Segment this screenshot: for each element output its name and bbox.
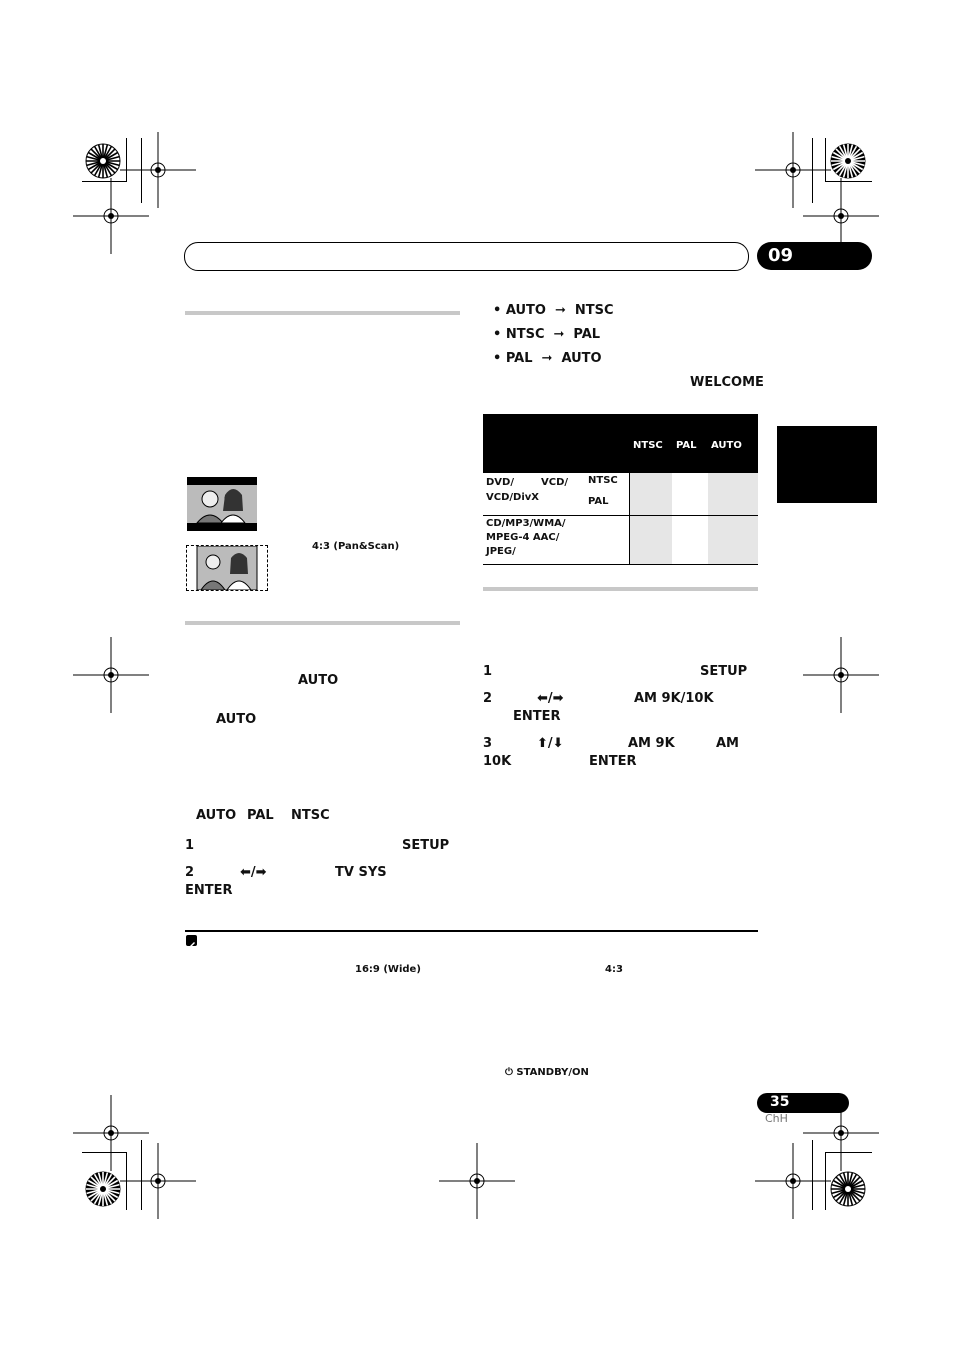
option-ntsc: NTSC <box>291 808 330 823</box>
language-code: ChH <box>765 1112 788 1125</box>
crop-line <box>825 1152 872 1153</box>
tv-sys-item: TV SYS <box>335 865 387 880</box>
table-row: CD/MP3/WMA/ MPEG-4 AAC/ JPEG/ <box>483 516 758 565</box>
registration-mark-icon <box>71 1093 151 1173</box>
color-target-icon <box>828 1169 868 1209</box>
crop-line <box>141 138 142 203</box>
pan-scan-illustration <box>186 545 268 591</box>
am-9k-option: AM 9K <box>628 736 675 751</box>
auto-label: AUTO <box>216 712 257 727</box>
col-pal: PAL <box>676 440 697 451</box>
note-icon <box>186 935 197 946</box>
step-number: 1 <box>185 838 195 853</box>
crop-line <box>126 1152 127 1210</box>
option-auto: AUTO <box>196 808 237 823</box>
pan-scan-caption: 4:3 (Pan&Scan) <box>312 541 400 552</box>
setup-key: SETUP <box>402 838 450 853</box>
section-rule <box>185 621 460 625</box>
output-table <box>483 414 758 565</box>
page-number: 35 <box>770 1094 790 1110</box>
enter-key: ENTER <box>589 754 637 769</box>
step-number: 2 <box>185 865 195 880</box>
registration-mark-icon <box>71 176 151 256</box>
bullet-dot: • <box>493 303 506 318</box>
crop-line <box>126 138 127 182</box>
registration-mark-icon <box>801 635 881 715</box>
welcome-label: WELCOME <box>690 375 764 390</box>
col-auto: AUTO <box>711 440 742 451</box>
10k-option: 10K <box>483 754 512 769</box>
step-number: 2 <box>483 691 493 706</box>
up-down-arrow-icon: ⬆/⬇ <box>537 736 564 751</box>
arrow-icon: ➞ <box>553 327 565 342</box>
crop-line <box>825 1152 826 1210</box>
power-icon: ⏻ <box>505 1067 513 1078</box>
language-side-tab <box>777 426 877 503</box>
option-pal: PAL <box>247 808 274 823</box>
am-9k-10k-item: AM 9K/10K <box>634 691 714 706</box>
color-target-icon <box>828 141 868 181</box>
arrow-icon: ➞ <box>554 303 566 318</box>
am-option: AM <box>716 736 739 751</box>
note-ratio: 4:3 <box>605 964 623 975</box>
conversion-list <box>493 303 614 375</box>
bullet-dot: • <box>493 327 506 342</box>
step-number: 3 <box>483 736 493 751</box>
conversion-item: • AUTO ➞ NTSC <box>493 303 614 318</box>
section-rule <box>185 311 460 315</box>
color-target-icon <box>83 1169 123 1209</box>
people-image <box>187 546 267 590</box>
chapter-number: 09 <box>768 245 794 266</box>
crop-line <box>825 138 826 182</box>
table-row: DVD/ VCD/ VCD/DivX NTSC PAL <box>483 473 758 516</box>
arrow-icon: ➞ <box>541 351 553 366</box>
crop-line <box>812 1140 813 1210</box>
table-header <box>483 414 758 473</box>
registration-mark-icon <box>71 635 151 715</box>
notes-rule <box>185 930 758 932</box>
enter-key: ENTER <box>185 883 233 898</box>
left-right-arrow-icon: ⬅/➡ <box>537 691 564 706</box>
col-ntsc: NTSC <box>633 440 663 451</box>
crop-line <box>812 138 813 203</box>
auto-label: AUTO <box>298 673 339 688</box>
left-right-arrow-icon: ⬅/➡ <box>240 865 267 880</box>
conversion-item: • NTSC ➞ PAL <box>493 327 601 342</box>
enter-key: ENTER <box>513 709 561 724</box>
standby-label: ⏻ STANDBY/ON <box>505 1067 589 1078</box>
crop-line <box>825 181 872 182</box>
header-bar <box>184 242 749 271</box>
color-target-icon <box>83 141 123 181</box>
section-rule <box>483 587 758 591</box>
crop-line <box>141 1140 142 1210</box>
step-number: 1 <box>483 664 493 679</box>
bullet-dot: • <box>493 351 506 366</box>
crop-line <box>82 181 127 182</box>
crop-line <box>82 1152 127 1153</box>
conversion-item: • PAL ➞ AUTO <box>493 351 602 366</box>
people-image <box>187 477 257 531</box>
setup-key: SETUP <box>700 664 748 679</box>
letterbox-illustration <box>187 477 257 531</box>
note-wide: 16:9 (Wide) <box>355 964 421 975</box>
registration-mark-icon <box>437 1141 517 1221</box>
